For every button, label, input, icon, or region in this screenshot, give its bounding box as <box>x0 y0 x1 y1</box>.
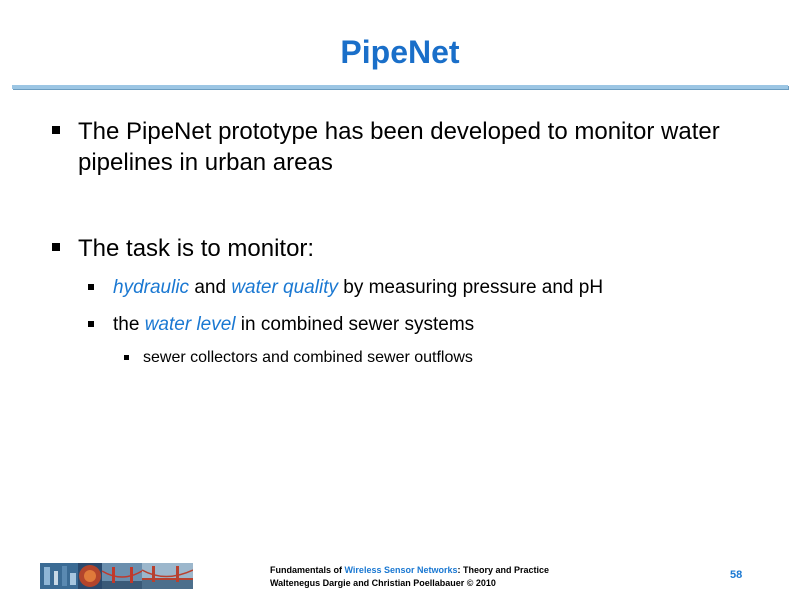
bullet-item-2 <box>52 233 752 264</box>
sub-bullet-text <box>88 275 748 301</box>
plain-text: by measuring pressure and pH <box>337 277 604 298</box>
sub-sub-bullet-text: sewer collectors and combined sewer outflows <box>143 349 473 366</box>
sub-bullet-item-1 <box>88 275 748 301</box>
highlight-term: water level <box>144 314 236 335</box>
sub-bullet-item-2 <box>88 312 748 338</box>
square-bullet-icon <box>88 321 94 327</box>
square-bullet-icon <box>52 126 60 134</box>
footer-text: Fundamentals of <box>270 565 345 575</box>
square-bullet-icon <box>52 243 60 251</box>
square-bullet-icon <box>88 284 94 290</box>
highlight-term: hydraulic <box>113 277 190 298</box>
page-number: 58 <box>730 569 743 581</box>
bullet-text: The task is to monitor: <box>78 235 315 262</box>
footer-accent-text: Wireless Sensor Networks <box>344 565 458 575</box>
footer-banner-image <box>40 563 193 589</box>
footer-text: : Theory and Practice <box>457 565 550 575</box>
plain-text: the <box>113 314 145 335</box>
highlight-term: water quality <box>231 277 338 298</box>
footer-line-1 <box>270 564 549 577</box>
plain-text: in combined sewer systems <box>235 314 475 335</box>
bullet-text: The PipeNet prototype has been developed to monitor water pipelines in urban areas <box>78 118 720 176</box>
footer-line-2: Waltenegus Dargie and Christian Poellabauer © 2010 <box>270 578 496 588</box>
sub-sub-bullet-item-1 <box>124 347 744 369</box>
plain-text: and <box>189 277 232 298</box>
square-bullet-icon <box>124 355 129 360</box>
title-divider <box>12 85 788 89</box>
sub-bullet-text <box>88 312 748 338</box>
bullet-item-1 <box>52 116 752 178</box>
footer-citation <box>270 564 549 590</box>
slide-title: PipeNet <box>340 34 460 70</box>
